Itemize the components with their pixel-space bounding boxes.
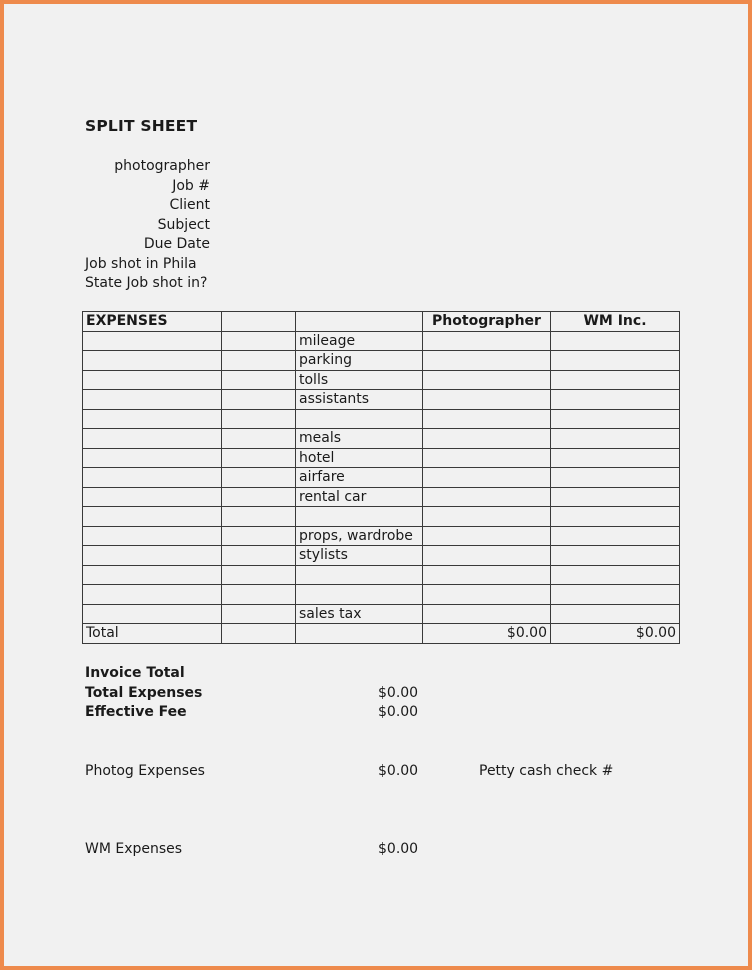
- table-row: [83, 526, 680, 546]
- table-header-row: [83, 312, 680, 332]
- table-cell: [551, 331, 680, 351]
- table-cell: [551, 546, 680, 566]
- total-expenses-value: $0.00: [378, 684, 419, 701]
- table-cell: [551, 448, 680, 468]
- table-cell: [551, 565, 680, 585]
- expenses-table: [82, 311, 680, 644]
- total-wm-inc-value: $0.00: [551, 624, 680, 644]
- table-cell: [222, 468, 296, 488]
- table-cell: assistants: [296, 390, 423, 410]
- table-cell: [423, 390, 551, 410]
- table-cell: [222, 604, 296, 624]
- photographer-label: photographer: [114, 158, 210, 174]
- table-cell: mileage: [296, 331, 423, 351]
- wm-expenses-value: $0.00: [378, 841, 419, 857]
- table-cell: [222, 429, 296, 449]
- table-cell: [423, 448, 551, 468]
- petty-cash-check-label: Petty cash check #: [479, 763, 614, 779]
- state-job-shot-label: State Job shot in?: [85, 275, 208, 291]
- table-cell: [222, 409, 296, 429]
- table-cell: [83, 390, 222, 410]
- table-cell: [83, 409, 222, 429]
- table-row: [83, 468, 680, 488]
- table-cell: [83, 526, 222, 546]
- table-cell: [222, 585, 296, 605]
- table-cell: [551, 370, 680, 390]
- table-cell: [551, 468, 680, 488]
- table-cell: [423, 429, 551, 449]
- table-cell: parking: [296, 351, 423, 371]
- table-cell: [551, 526, 680, 546]
- table-row: [83, 507, 680, 527]
- table-cell: hotel: [296, 448, 423, 468]
- table-cell: [423, 468, 551, 488]
- table-cell: [423, 604, 551, 624]
- total-photographer-value: $0.00: [423, 624, 551, 644]
- table-cell: [423, 331, 551, 351]
- table-cell: [83, 331, 222, 351]
- table-cell: [83, 565, 222, 585]
- table-row: [83, 585, 680, 605]
- table-cell: [222, 565, 296, 585]
- table-total-row: [83, 624, 680, 644]
- table-cell: meals: [296, 429, 423, 449]
- table-cell: [83, 604, 222, 624]
- client-label: Client: [169, 197, 210, 213]
- table-cell: [551, 429, 680, 449]
- job-number-label: Job #: [172, 177, 210, 194]
- table-cell: sales tax: [296, 604, 423, 624]
- header-expenses: EXPENSES: [83, 312, 222, 332]
- total-expenses-label: Total Expenses: [85, 684, 203, 701]
- table-cell: [423, 565, 551, 585]
- wm-expenses-label: WM Expenses: [85, 841, 183, 857]
- table-cell: [551, 351, 680, 371]
- table-cell: [222, 331, 296, 351]
- table-cell: [83, 370, 222, 390]
- table-row: [83, 448, 680, 468]
- photog-expenses-value: $0.00: [378, 763, 419, 779]
- table-cell: [83, 351, 222, 371]
- table-cell: [296, 585, 423, 605]
- table-cell: stylists: [296, 546, 423, 566]
- table-cell: [296, 409, 423, 429]
- table-row: [83, 604, 680, 624]
- table-cell: [423, 546, 551, 566]
- table-cell: airfare: [296, 468, 423, 488]
- invoice-total-label: Invoice Total: [85, 665, 185, 681]
- table-cell: props, wardrobe: [296, 526, 423, 546]
- table-cell: [83, 429, 222, 449]
- document-title: SPLIT SHEET: [85, 117, 198, 135]
- table-cell: [296, 565, 423, 585]
- effective-fee-value: $0.00: [378, 704, 419, 720]
- table-cell: [423, 409, 551, 429]
- subject-label: Subject: [157, 216, 210, 233]
- table-cell: [222, 390, 296, 410]
- table-cell: [296, 624, 423, 644]
- table-cell: [551, 585, 680, 605]
- table-cell: [423, 351, 551, 371]
- table-cell: [83, 585, 222, 605]
- table-cell: rental car: [296, 487, 423, 507]
- table-cell: [423, 585, 551, 605]
- table-cell: [423, 370, 551, 390]
- table-cell: [551, 409, 680, 429]
- table-cell: [222, 526, 296, 546]
- effective-fee-label: Effective Fee: [85, 704, 187, 720]
- table-cell: [423, 526, 551, 546]
- table-cell: [222, 370, 296, 390]
- table-cell: [222, 546, 296, 566]
- table-cell: [423, 507, 551, 527]
- table-cell: [222, 448, 296, 468]
- table-cell: [222, 507, 296, 527]
- table-row: [83, 565, 680, 585]
- table-cell: [222, 351, 296, 371]
- table-cell: [83, 468, 222, 488]
- table-cell: [83, 507, 222, 527]
- job-shot-phila-label: Job shot in Phila: [85, 255, 197, 272]
- table-row: [83, 546, 680, 566]
- total-label: Total: [83, 624, 222, 644]
- table-cell: [83, 448, 222, 468]
- table-cell: [296, 507, 423, 527]
- table-row: [83, 429, 680, 449]
- table-cell: [551, 604, 680, 624]
- table-row: [83, 351, 680, 371]
- table-row: [83, 487, 680, 507]
- photog-expenses-label: Photog Expenses: [85, 763, 205, 779]
- table-cell: [222, 624, 296, 644]
- table-cell: [423, 487, 551, 507]
- table-row: [83, 331, 680, 351]
- table-row: [83, 409, 680, 429]
- table-cell: [551, 390, 680, 410]
- table-row: [83, 390, 680, 410]
- header-photographer: Photographer: [423, 312, 551, 332]
- table-cell: [551, 507, 680, 527]
- table-cell: [83, 487, 222, 507]
- table-cell: [551, 487, 680, 507]
- header-blank-1: [222, 312, 296, 332]
- table-cell: [83, 546, 222, 566]
- table-row: [83, 370, 680, 390]
- header-wm-inc: WM Inc.: [551, 312, 680, 332]
- due-date-label: Due Date: [143, 236, 210, 252]
- table-cell: [222, 487, 296, 507]
- table-cell: tolls: [296, 370, 423, 390]
- header-blank-2: [296, 312, 423, 332]
